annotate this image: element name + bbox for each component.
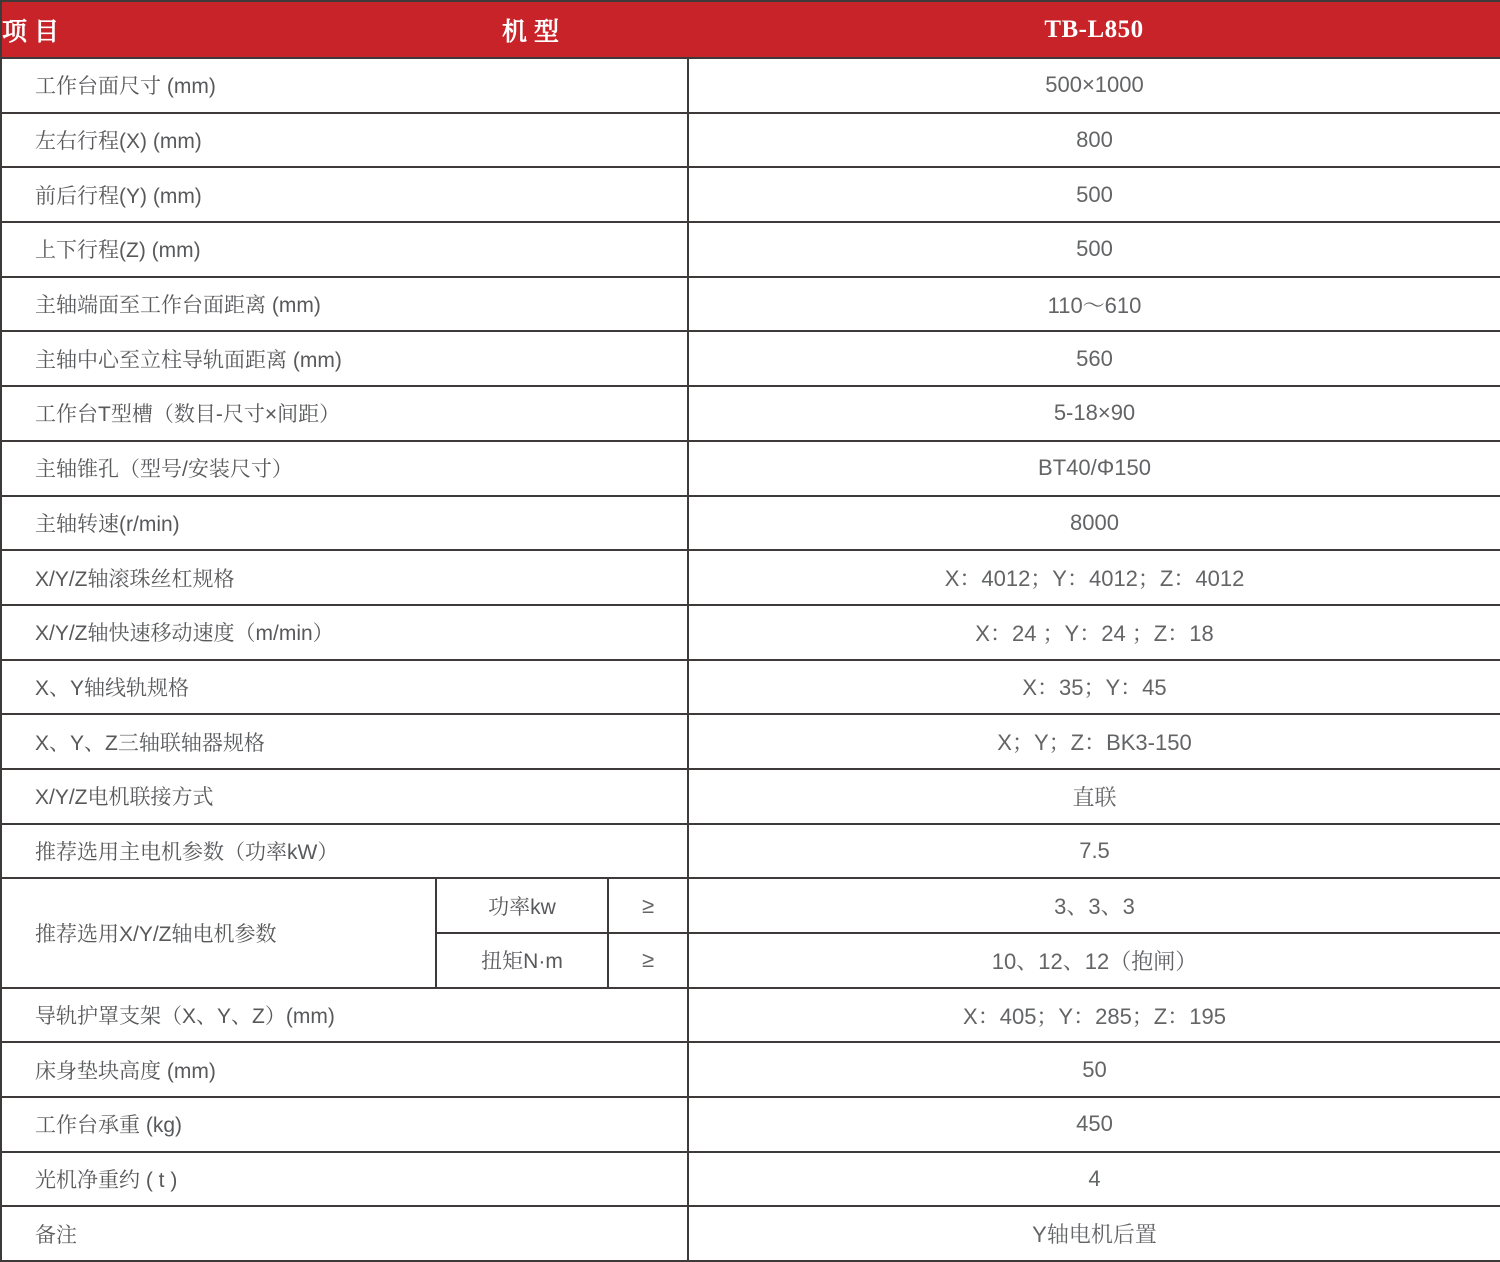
spec-row-worktable-size (1, 58, 1500, 113)
spec-row-x-travel (1, 113, 1500, 168)
spec-value: 500×1000 (688, 58, 1500, 113)
spec-label: 床身垫块高度 (mm) (1, 1042, 688, 1097)
spec-row-net-weight (1, 1152, 1500, 1207)
spec-row-main-motor (1, 824, 1500, 879)
spec-value: X；Y；Z：BK3-150 (688, 714, 1500, 769)
spec-value: 3、3、3 (688, 878, 1500, 933)
spec-value: Y轴电机后置 (688, 1206, 1500, 1261)
spec-value: BT40/Φ150 (688, 441, 1500, 496)
header-item-label: 项 目 (1, 1, 373, 58)
spec-row-remarks (1, 1206, 1500, 1261)
spec-row-spindle-to-table (1, 277, 1500, 332)
motor-sub-param: 功率kw (436, 878, 608, 933)
motor-param-row-power (1, 878, 1500, 933)
spec-label: X/Y/Z电机联接方式 (1, 769, 688, 824)
spec-value: X：405；Y：285；Z：195 (688, 988, 1500, 1043)
spec-value: 110～610 (688, 277, 1500, 332)
spec-label: 主轴锥孔（型号/安装尺寸） (1, 441, 688, 496)
spec-value: X：24 ；Y：24 ；Z：18 (688, 605, 1500, 660)
spec-row-bed-pad-height (1, 1042, 1500, 1097)
spec-row-ballscrew (1, 550, 1500, 605)
gte-symbol: ≥ (608, 878, 688, 933)
spec-row-coupling (1, 714, 1500, 769)
spec-row-table-load (1, 1097, 1500, 1152)
spec-row-guard-bracket (1, 988, 1500, 1043)
spec-label: 主轴端面至工作台面距离 (mm) (1, 277, 688, 332)
spec-label: X、Y、Z三轴联轴器规格 (1, 714, 688, 769)
gte-symbol: ≥ (608, 933, 688, 988)
spec-value: 800 (688, 113, 1500, 168)
spec-label: X/Y/Z轴快速移动速度（m/min） (1, 605, 688, 660)
spec-value: 500 (688, 167, 1500, 222)
spec-label: 工作台面尺寸 (mm) (1, 58, 688, 113)
spec-label: 备注 (1, 1206, 688, 1261)
header-model-value: TB-L850 (688, 1, 1500, 58)
spec-value: 500 (688, 222, 1500, 277)
spec-label: 主轴转速(r/min) (1, 496, 688, 551)
spec-label: X/Y/Z轴滚珠丝杠规格 (1, 550, 688, 605)
spec-row-linear-guide (1, 660, 1500, 715)
spec-label: 工作台承重 (kg) (1, 1097, 688, 1152)
spec-label: X、Y轴线轨规格 (1, 660, 688, 715)
spec-value: 直联 (688, 769, 1500, 824)
header-model-label: 机 型 (373, 1, 688, 58)
spec-label: 主轴中心至立柱导轨面距离 (mm) (1, 331, 688, 386)
spec-value: 50 (688, 1042, 1500, 1097)
spec-row-y-travel (1, 167, 1500, 222)
spec-value: 8000 (688, 496, 1500, 551)
spec-label: 前后行程(Y) (mm) (1, 167, 688, 222)
spec-row-spindle-to-column (1, 331, 1500, 386)
spec-row-spindle-taper (1, 441, 1500, 496)
spec-label: 推荐选用主电机参数（功率kW） (1, 824, 688, 879)
table-header-row (1, 1, 1500, 58)
spec-value: 560 (688, 331, 1500, 386)
spec-value: 7.5 (688, 824, 1500, 879)
spec-row-rapid-speed (1, 605, 1500, 660)
spec-label: 左右行程(X) (mm) (1, 113, 688, 168)
spec-row-spindle-speed (1, 496, 1500, 551)
spec-value: X：4012；Y：4012；Z：4012 (688, 550, 1500, 605)
spec-row-t-slot (1, 386, 1500, 441)
spec-value: 10、12、12（抱闸） (688, 933, 1500, 988)
spec-value: X：35；Y：45 (688, 660, 1500, 715)
spec-label: 上下行程(Z) (mm) (1, 222, 688, 277)
spec-value: 5-18×90 (688, 386, 1500, 441)
spec-value: 4 (688, 1152, 1500, 1207)
spec-value: 450 (688, 1097, 1500, 1152)
spec-row-z-travel (1, 222, 1500, 277)
spec-label: 光机净重约 ( t ) (1, 1152, 688, 1207)
spec-row-motor-connection (1, 769, 1500, 824)
spec-label: 工作台T型槽（数目-尺寸×间距） (1, 386, 688, 441)
motor-sub-param: 扭矩N·m (436, 933, 608, 988)
motor-group-label: 推荐选用X/Y/Z轴电机参数 (1, 878, 436, 987)
spec-label: 导轨护罩支架（X、Y、Z）(mm) (1, 988, 688, 1043)
